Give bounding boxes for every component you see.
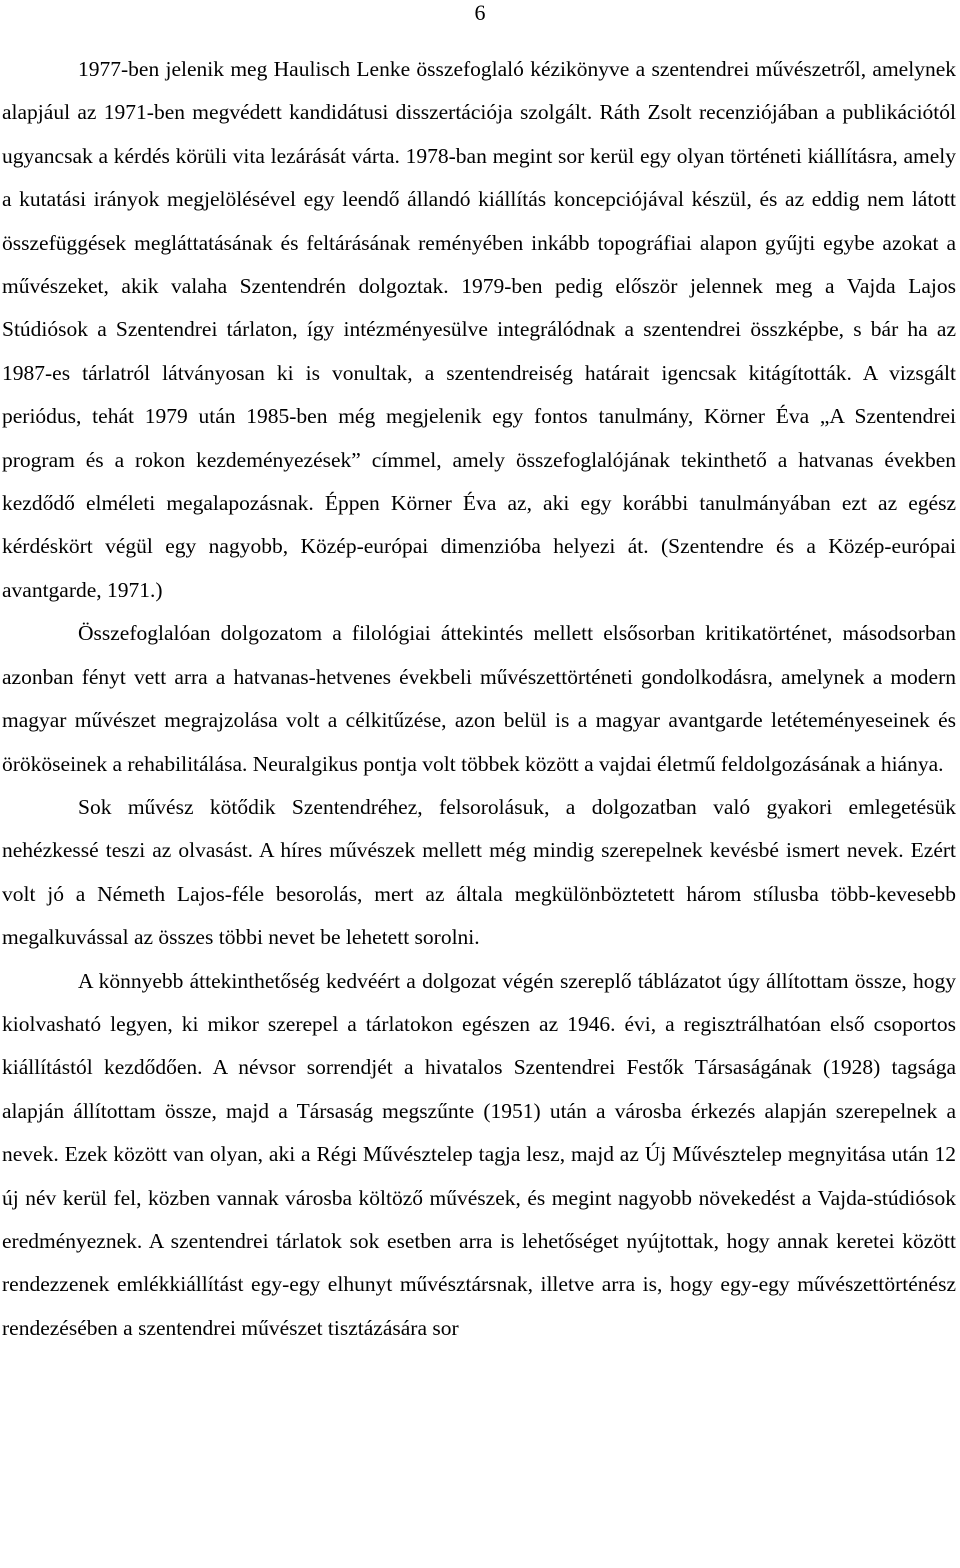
paragraph: Összefoglalóan dolgozatom a filológiai áttekintés mellett elsősorban kritikatörténet, másodsorban azonban fényt vett arra a hatvanas-hetvenes évekbeli művészettörténeti gondolkodásra, amelynek a modern magyar művészet megrajzolása volt a célkitűzése, azon belül is a magyar avantgarde letéteményeseinek és örököseinek a rehabilitálása. Neuralgikus pontja volt többek között a vajdai életmű feldolgozásának a hiánya. [2,621,956,776]
paragraph: Sok művész kötődik Szentendréhez, felsorolásuk, a dolgozatban való gyakori emlegetésük nehézkessé teszi az olvasást. A híres művészek mellett még mindig szerepelnek kevésbé ismert nevek. Ezért volt jó a Németh Lajos-féle besorolás, mert az általa megkülönböztetett három stílusba több-kevesebb megalkuvással az összes többi nevet be lehetett sorolni. [2,794,956,950]
document-body [2,48,956,1350]
page-number: 6 [474,0,486,25]
paragraph: A könnyebb áttekinthetőség kedvéért a dolgozat végén szereplő táblázatot úgy állítottam össze, hogy kiolvasható legyen, ki mikor szerepel a tárlatokon egészen az 1946. évi, a regisztrálhatóan első csoportos kiállítástól kezdődően. A névsor sorrendjét a hivatalos Szentendrei Festők Társaságának (1928) tagsága alapján állítottam össze, majd a Társaság megszűnte (1951) után a városba érkezés alapján szerepelnek a nevek. Ezek között van olyan, aki a Régi Művésztelep tagja lesz, majd az Új Művésztelep megnyitása után 12 új név kerül fel, közben vannak városba költöző művészek, és megint nagyobb növekedést a Vajda-stúdiósok eredményeznek. A szentendrei tárlatok sok esetben arra is lehetőséget nyújtottak, hogy annak keretei között rendezzenek emlékkiállítást egy-egy elhunyt művésztársnak, illetve arra is, hogy egy-egy művészettörténész rendezésében a szentendrei művészet tisztázására sor [2,968,956,1340]
paragraph: 1977-ben jelenik meg Haulisch Lenke összefoglaló kézikönyve a szentendrei művészetről, amelynek alapjául az 1971-ben megvédett kandidátusi disszertációja szolgált. Ráth Zsolt recenziójában a publikációtól ugyancsak a kérdés körüli vita lezárását várta. 1978-ban megint sor kerül egy olyan történeti kiállításra, amely a kutatási irányok megjelölésével egy leendő állandó kiállítás koncepciójával készül, és az eddig nem látott összefüggések megláttatásának és feltárásának reményében inkább topográfiai alapon gyűjti egybe azokat a művészeket, akik valaha Szentendrén dolgoztak. 1979-ben pedig először jelennek meg a Vajda Lajos Stúdiósok a Szentendrei tárlaton, így intézményesülve integrálódnak a szentendrei összképbe, s bár ha az 1987-es tárlatról látványosan ki is vonultak, a szentendreiség határait igencsak kitágították. A vizsgált periódus, tehát 1979 után 1985-ben még megjelenik egy fontos tanulmány, Körner Éva „A Szentendrei program és a rokon kezdeményezések” címmel, amely összefoglalójának tekinthető a hatvanas években kezdődő elméleti megalapozásnak. Éppen Körner Éva az, aki egy korábbi tanulmányában ezt az egész kérdéskört végül egy nagyobb, Közép-európai dimenzióba helyezi át. (Szentendre és a Közép-európai avantgarde, 1971.) [2,57,956,602]
